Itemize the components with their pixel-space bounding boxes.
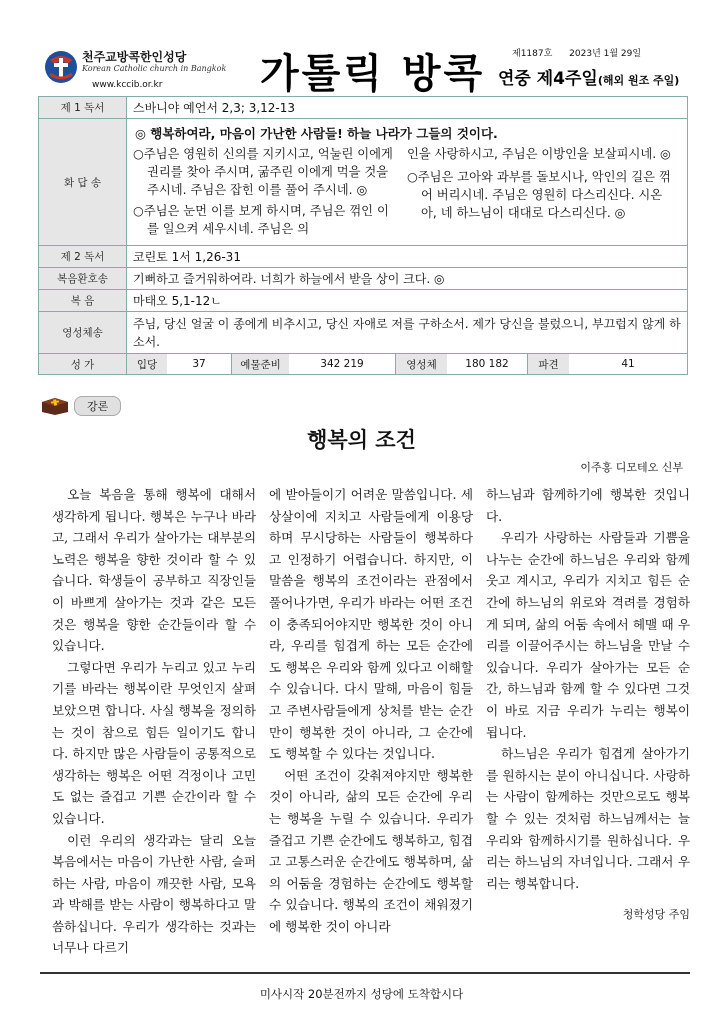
gospel-acclamation-label: 복음환호송 — [39, 268, 127, 290]
page-title: 가톨릭 방콕 — [260, 51, 486, 97]
sermon-column-2 — [269, 484, 473, 959]
sunday-name: 연중 제4주일 — [498, 69, 598, 89]
communion-hymn: 180 182 — [465, 358, 509, 370]
communion-antiphon: 주님, 당신 얼굴 이 종에게 비추시고, 당신 자애로 저를 구하소서. 제가 당신을 불렀으니, 부끄럽지 않게 하소서. — [127, 312, 688, 354]
sermon-paragraph: 이런 우리의 생각과는 달리 오늘 복음에서는 마음이 가난한 사람, 슬퍼하는 사람, 마음이 깨끗한 사람, 모욕과 박해를 받는 사람이 행복하다고 말씀하십니다. 우리가 생각하는 것과는 너무나 다르기 — [52, 832, 256, 956]
sermon-paragraph: 하느님과 함께하기에 행복한 것입니다. — [486, 487, 690, 524]
psalm-verse: ○주님은 눈먼 이를 보게 하시며, 주님은 꺾인 이를 일으켜 세우시네. 주님은 의 — [133, 204, 389, 236]
offertory-hymn-label: 예물준비 — [231, 354, 289, 374]
psalm-verse-continued: 인을 사랑하시고, 주님은 이방인을 보살피시네. ◎ — [407, 147, 671, 161]
psalm-verse: ○주님은 영원히 신의를 지키시고, 억눌린 이에게 권리를 찾아 주시며, 굶주린 이에게 먹을 것을 주시네. 주님은 잡힌 이를 풀어 주시네. ◎ — [133, 147, 393, 197]
songs-label: 성 가 — [39, 354, 127, 375]
church-name-en: Korean Catholic church in Bangkok — [82, 64, 227, 73]
sermon-signature: 청학성당 주임 — [622, 908, 690, 922]
issue-info — [512, 46, 655, 59]
sermon-author: 이주홍 디모테오 신부 — [580, 461, 683, 474]
sunday-note: (해외 원조 주일) — [597, 74, 680, 87]
header — [38, 44, 688, 96]
psalm-verses — [133, 145, 681, 241]
church-name: 천주교방콕한인성당 — [82, 50, 187, 64]
footer-notice: 미사시작 20분전까지 성당에 도착합시다 — [259, 987, 464, 1001]
sermon-title: 행복의 조건 — [307, 428, 416, 452]
entrance-hymn-label: 입당 — [127, 354, 167, 374]
sermon-tag — [40, 396, 121, 416]
sermon-column-1 — [52, 484, 256, 959]
table-row — [39, 246, 688, 268]
table-row — [39, 354, 688, 375]
church-logo-icon — [44, 50, 78, 84]
footer-divider — [40, 972, 690, 974]
table-row — [39, 268, 688, 290]
gospel-acclamation: 기뻐하고 즐거워하여라. 너희가 하늘에서 받을 상이 크다. ◎ — [127, 268, 688, 290]
website-link[interactable]: www.kccib.or.kr — [92, 80, 163, 90]
communion-hymn-label: 영성체 — [395, 354, 447, 374]
psalm-cell — [127, 119, 688, 246]
psalm-verse: ○주님은 고아와 과부를 돌보시나, 악인의 길은 꺾어 버리시네. 주님은 영원히 다스리신다. 시온아, 네 하느님이 대대로 다스리신다. ◎ — [407, 170, 671, 220]
communion-label: 영성체송 — [39, 312, 127, 354]
liturgical-sunday — [498, 64, 679, 89]
gospel-label: 복 음 — [39, 290, 127, 312]
first-reading-label: 제 1 독서 — [39, 97, 127, 119]
sermon-paragraph: 하느님은 우리가 힘겹게 살아가기를 원하시는 분이 아니십니다. 사랑하는 사람이 함께하는 것만으로도 행복할 수 있는 것처럼 하느님께서는 늘 우리와 함께하시기를 원하십니다. 우리는 하느님의 자녀입니다. 그래서 우리는 행복합니다. — [486, 746, 690, 891]
second-reading: 코린토 1서 1,26-31 — [127, 246, 688, 268]
sermon-paragraph: 오늘 복음을 통해 행복에 대해서 생각하게 됩니다. 행복은 누구나 바라고, 그래서 우리가 살아가는 대부분의 노력은 행복을 향한 것이라 할 수 있습니다. 학생들이 공부하고 직장인들이 바쁘게 살아가는 것과 같은 모든 것은 행복을 향한 순간들이라 할 수 있습니다. — [52, 487, 256, 654]
sermon-paragraph: 우리가 사랑하는 사람들과 기쁨을 나누는 순간에 하느님은 우리와 함께 웃고 계시고, 우리가 지치고 힘든 순간에 하느님의 위로와 격려를 경험하게 되며, 삶의 어둠 속에서 헤맬 때 우리를 이끌어주시는 하느님을 만날 수 있습니다. 우리가 살아가는 모든 순간, 하느님과 함께 할 수 있다면 그것이 바로 지금 우리가 누리는 행복이 됩니다. — [486, 530, 690, 740]
table-row — [39, 312, 688, 354]
songs-cell — [127, 354, 688, 375]
psalm-refrain: ◎ 행복하여라, 마음이 가난한 사람들! 하늘 나라가 그들의 것이다. — [135, 126, 498, 141]
sermon-paragraph: 어떤 조건이 갖춰져야지만 행복한 것이 아니라, 삶의 모든 순간에 우리는 행복을 누릴 수 있습니다. 우리가 즐겁고 기쁜 순간에도 행복하고, 힘겹고 고통스러운 순간에도 행복하며, 삶의 어둠을 경험하는 순간에도 행복할 수 있습니다. 행복의 조건이 채워졌기에 행복한 것이 아니라 — [269, 767, 473, 934]
sermon-paragraph: 그렇다면 우리가 누리고 있고 누리기를 바라는 행복이란 무엇인지 살펴보았으면 합니다. 사실 행복을 정의하는 것이 참으로 힘든 일이기도 합니다. 하지만 많은 사람들이 공통적으로 생각하는 행복은 어떤 걱정이나 고민도 없는 즐겁고 기쁜 순간이라 할 수 있습니다. — [52, 659, 256, 826]
table-row — [39, 119, 688, 246]
liturgy-table — [38, 96, 688, 375]
hymn-numbers — [127, 354, 687, 374]
entrance-hymn: 37 — [192, 358, 206, 370]
second-reading-label: 제 2 독서 — [39, 246, 127, 268]
sermon-paragraph: 에 받아들이기 어려운 말씀입니다. 세상살이에 지치고 사람들에게 이용당하며 무시당하는 사람들이 행복하다고 인정하기 어렵습니다. 하지만, 이 말씀을 행복의 조건이라는 관점에서 풀어나가면, 우리가 바라는 어떤 조건이 충족되어야지만 행복한 것이 아니라, 우리를 힘겹게 하는 모든 순간에도 행복은 우리와 함께 있다고 이해할 수 있습니다. 다시 말해, 마음이 힘들고 주변사람들에게 상처를 받는 순간만이 행복한 것이 아니라, 그 순간에도 행복할 수 있다는 것입니다. — [269, 487, 473, 762]
psalm-label: 화 답 송 — [39, 119, 127, 246]
psalm-left-column — [133, 145, 407, 241]
recessional-hymn-label: 파견 — [527, 354, 569, 374]
issue-number: 제1187호 — [512, 49, 553, 59]
psalm-right-column — [407, 145, 681, 241]
first-reading: 스바니야 예언서 2,3; 3,12-13 — [127, 97, 688, 119]
sermon-column-3 — [486, 484, 690, 959]
table-row — [39, 290, 688, 312]
offertory-hymn: 342 219 — [320, 358, 364, 370]
issue-date: 2023년 1월 29일 — [569, 49, 642, 59]
recessional-hymn: 41 — [621, 358, 635, 370]
sermon-body — [52, 484, 690, 959]
bible-icon — [40, 396, 70, 416]
gospel: 마태오 5,1-12ㄴ — [127, 290, 688, 312]
table-row — [39, 97, 688, 119]
sermon-tag-label: 강론 — [74, 396, 121, 416]
